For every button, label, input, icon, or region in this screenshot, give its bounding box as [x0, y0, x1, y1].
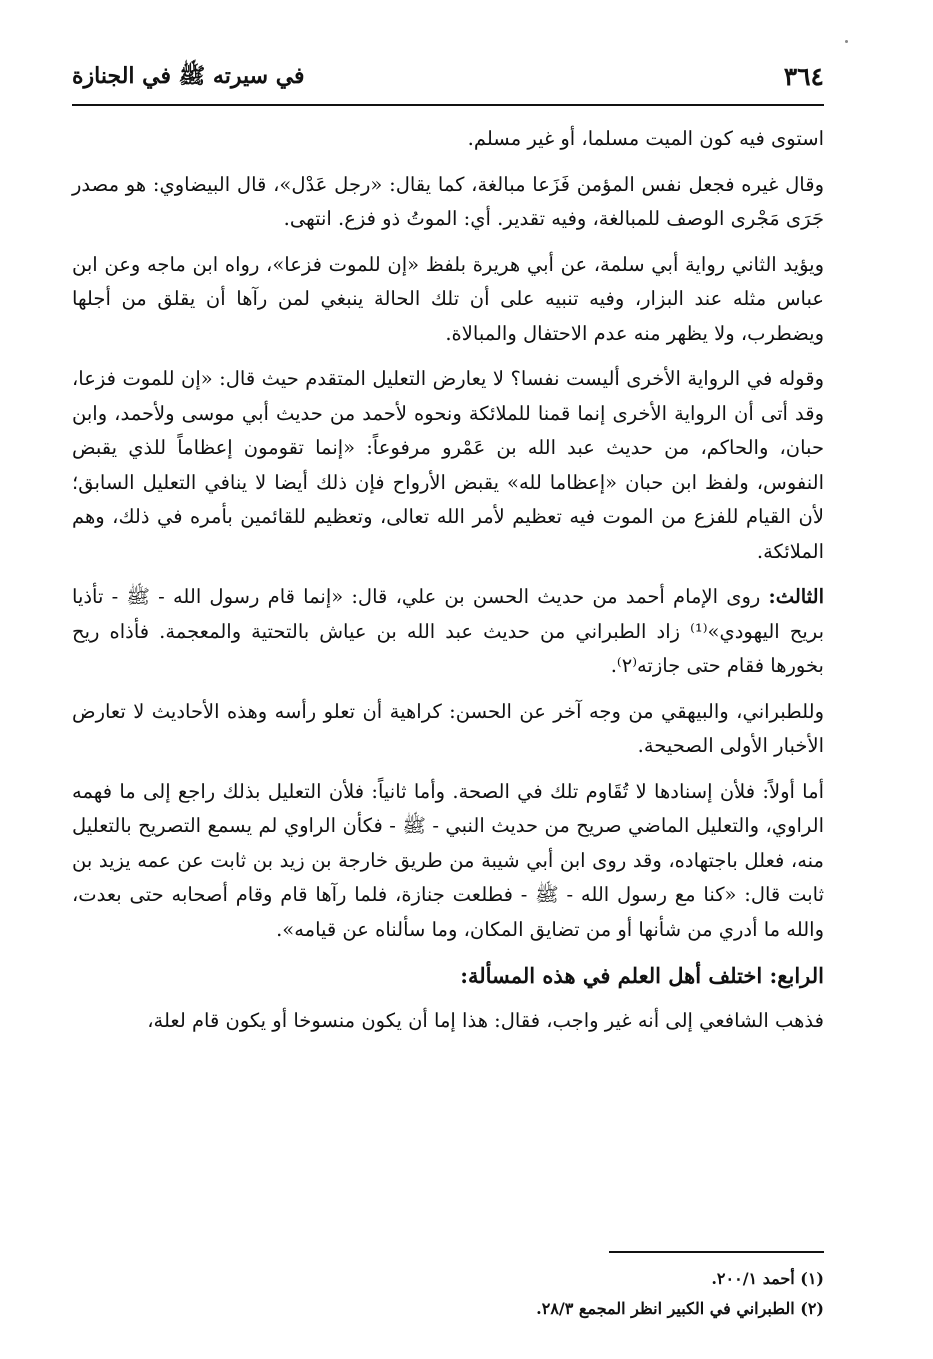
- paragraph: [72, 248, 824, 352]
- footnote: (١) أحمد ٢٠٠/١.: [711, 1269, 824, 1288]
- footnote-rule: [609, 1251, 824, 1253]
- paragraph: [72, 1004, 824, 1039]
- paragraph-text: فذهب الشافعي إلى أنه غير واجب، فقال: هذا إما أن يكون منسوخا أو يكون قام لعلة،: [147, 1009, 824, 1032]
- paragraph-text: وقوله في الرواية الأخرى أليست نفسا؟ لا يعارض التعليل المتقدم حيث قال: «إن للموت فزعا، وقد أتى أن الرواية الأخرى إنما قمنا للملائكة ونحوه لأحمد من حديث أبي موسى ولأحمد، وابن حبان، والحاكم، من حديث عبد الله بن عَمْرو مرفوعاً: «إنما تقومون إعظاماً للذي يقبض النفوس، ولفظ ابن حبان «إعظاما لله» يقبض الأرواح فإن ذلك أيضا لا ينافي التعليل السابق؛ لأن القيام للفزع من الموت فيه تعظيم لأمر الله تعالى، وتعظيم للقائمين بأمره في ذلك، وهم الملائكة.: [72, 367, 824, 563]
- paragraph-text: روى الإمام أحمد من حديث الحسن بن علي، قال: «إنما قام رسول الله - ﷺ - تأذيا بريح اليهودي»⁽¹⁾ زاد الطبراني من حديث عبد الله بن عياش بالتحتية والمعجمة. فأذاه ريح بخورها فقام حتى جازته⁽٢⁾.: [72, 585, 824, 677]
- paragraph: [72, 695, 824, 764]
- running-title: في سيرته ﷺ في الجنازة: [72, 63, 305, 89]
- main-text: [72, 122, 824, 1050]
- paragraph: [72, 122, 824, 157]
- footnotes: [72, 1264, 824, 1324]
- header-rule: [72, 104, 824, 106]
- scan-speck: [845, 40, 848, 43]
- paragraph-text: ويؤيد الثاني رواية أبي سلمة، عن أبي هريرة بلفظ «إن للموت فزعا»، رواه ابن ماجه وعن ابن عباس مثله عند البزار، وفيه تنبيه على أن تلك الحالة ينبغي لمن رآها أن يقلق من أجلها ويضطرب، ولا يظهر منه عدم الاحتفال والمبالاة.: [72, 252, 824, 345]
- paragraph-text: استوى فيه كون الميت مسلما، أو غير مسلم.: [467, 127, 824, 150]
- paragraph: [72, 362, 824, 569]
- paragraph: [72, 775, 824, 948]
- paragraph-text: وقال غيره فجعل نفس المؤمن فَزَعا مبالغة، كما يقال: «رجل عَدْل»، قال البيضاوي: هو مصدر جَرَى مَجْرى الوصف للمبالغة، وفيه تقدير. أي: الموتُ ذو فزع. انتهى.: [72, 172, 824, 230]
- page-number: ٣٦٤: [783, 62, 824, 91]
- section-heading: الرابع: اختلف أهل العلم في هذه المسألة:: [460, 963, 824, 988]
- paragraph-text: أما أولاً: فلأن إسنادها لا تُقَاوم تلك في الصحة. وأما ثانياً: فلأن التعليل بذلك راجع إلى ما فهمه الراوي، والتعليل الماضي صريح من حديث النبي - ﷺ - فكأن الراوي لم يسمع التصريح بالتعليل منه، فعلل باجتهاده، وقد روى ابن أبي شيبة من طريق خارجة بن زيد بن ثابت عن عمه يزيد بن ثابت قال: «كنا مع رسول الله - ﷺ - فطلعت جنازة، فلما رآها قام وقام أصحابه حتى بعدت، والله ما أدري من شأنها أو من تضايق المكان، وما سألناه عن قيامه».: [72, 779, 824, 941]
- paragraph: [72, 168, 824, 237]
- page-header: [72, 58, 824, 100]
- paragraph-text: وللطبراني، والبيهقي من وجه آخر عن الحسن: كراهية أن تعلو رأسه وهذه الأحاديث لا تعارض الأخبار الأولى الصحيحة.: [72, 699, 824, 757]
- paragraph: [72, 580, 824, 684]
- footnote: (٢) الطبراني في الكبير انظر المجمع ٢٨/٣.: [536, 1299, 824, 1318]
- paragraph-lead: الثالث:: [768, 585, 824, 608]
